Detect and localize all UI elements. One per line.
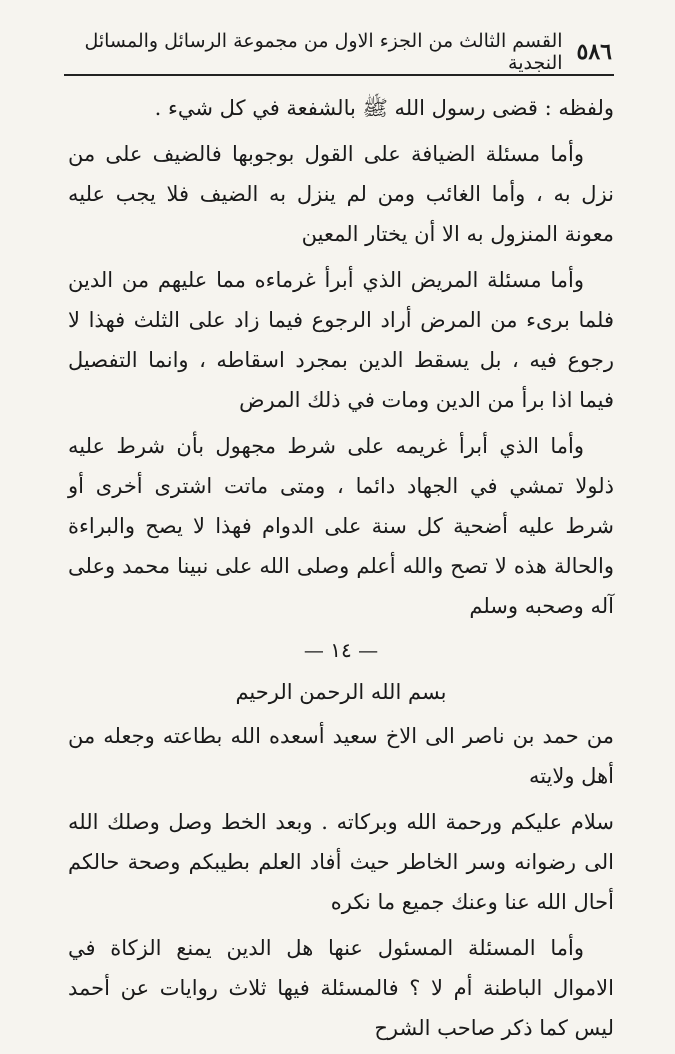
letter-greeting: سلام عليكم ورحمة الله وبركاته . وبعد الخط وصل وصلك الله الى رضوانه وسر الخاطر حيث أفاد العلم بطيبكم وصحة حالكم أحال الله عنا وعنك جميع ما نكره [68, 810, 614, 914]
section-number: — ١٤ — [303, 638, 379, 662]
paragraph-opening: ولفظه : قضى رسول الله ﷺ بالشفعة في كل شيء . [154, 96, 614, 120]
letter-address: من حمد بن ناصر الى الاخ سعيد أسعده الله بطاعته وجعله من أهل ولايته [68, 724, 614, 788]
document-body [68, 88, 614, 1054]
paragraph-hospitality: وأما مسئلة الضيافة على القول بوجوبها فالضيف على من نزل به ، وأما الغائب ومن لم ينزل به الضيف فلا يجب عليه معونة المنزول به الا أن يختار المعين [68, 142, 614, 246]
header-rule [64, 74, 614, 76]
page-number: ٥٨٦ [576, 39, 612, 65]
basmala: بسم الله الرحمن الرحيم [235, 680, 447, 704]
page-header [66, 30, 612, 74]
paragraph-conditional-release: وأما الذي أبرأ غريمه على شرط مجهول بأن شرط عليه ذلولا تمشي في الجهاد دائما ، ومتى ماتت اشترى أخرى أو شرط عليه أضحية كل سنة على الدوام فهذا لا يصح والبراءة والحالة هذه لا تصح والله أعلم وصلى الله على نبينا محمد وعلى آله وصحبه وسلم [68, 434, 614, 618]
paragraph-sick-debtor: وأما مسئلة المريض الذي أبرأ غرماءه مما عليهم من الدين فلما برىء من المرض أراد الرجوع فيما زاد على الثلث فهذا لا رجوع فيه ، بل يسقط الدين بمجرد اسقاطه ، وانما التفصيل فيما اذا برأ من الدين ومات في ذلك المرض [68, 268, 614, 412]
letter-question: وأما المسئلة المسئول عنها هل الدين يمنع الزكاة في الاموال الباطنة أم لا ؟ فالمسئلة فيها ثلاث روايات عن أحمد ليس كما ذكر صاحب الشرح [68, 936, 614, 1040]
running-title: القسم الثالث من الجزء الاول من مجموعة الرسائل والمسائل النجدية [84, 30, 563, 74]
